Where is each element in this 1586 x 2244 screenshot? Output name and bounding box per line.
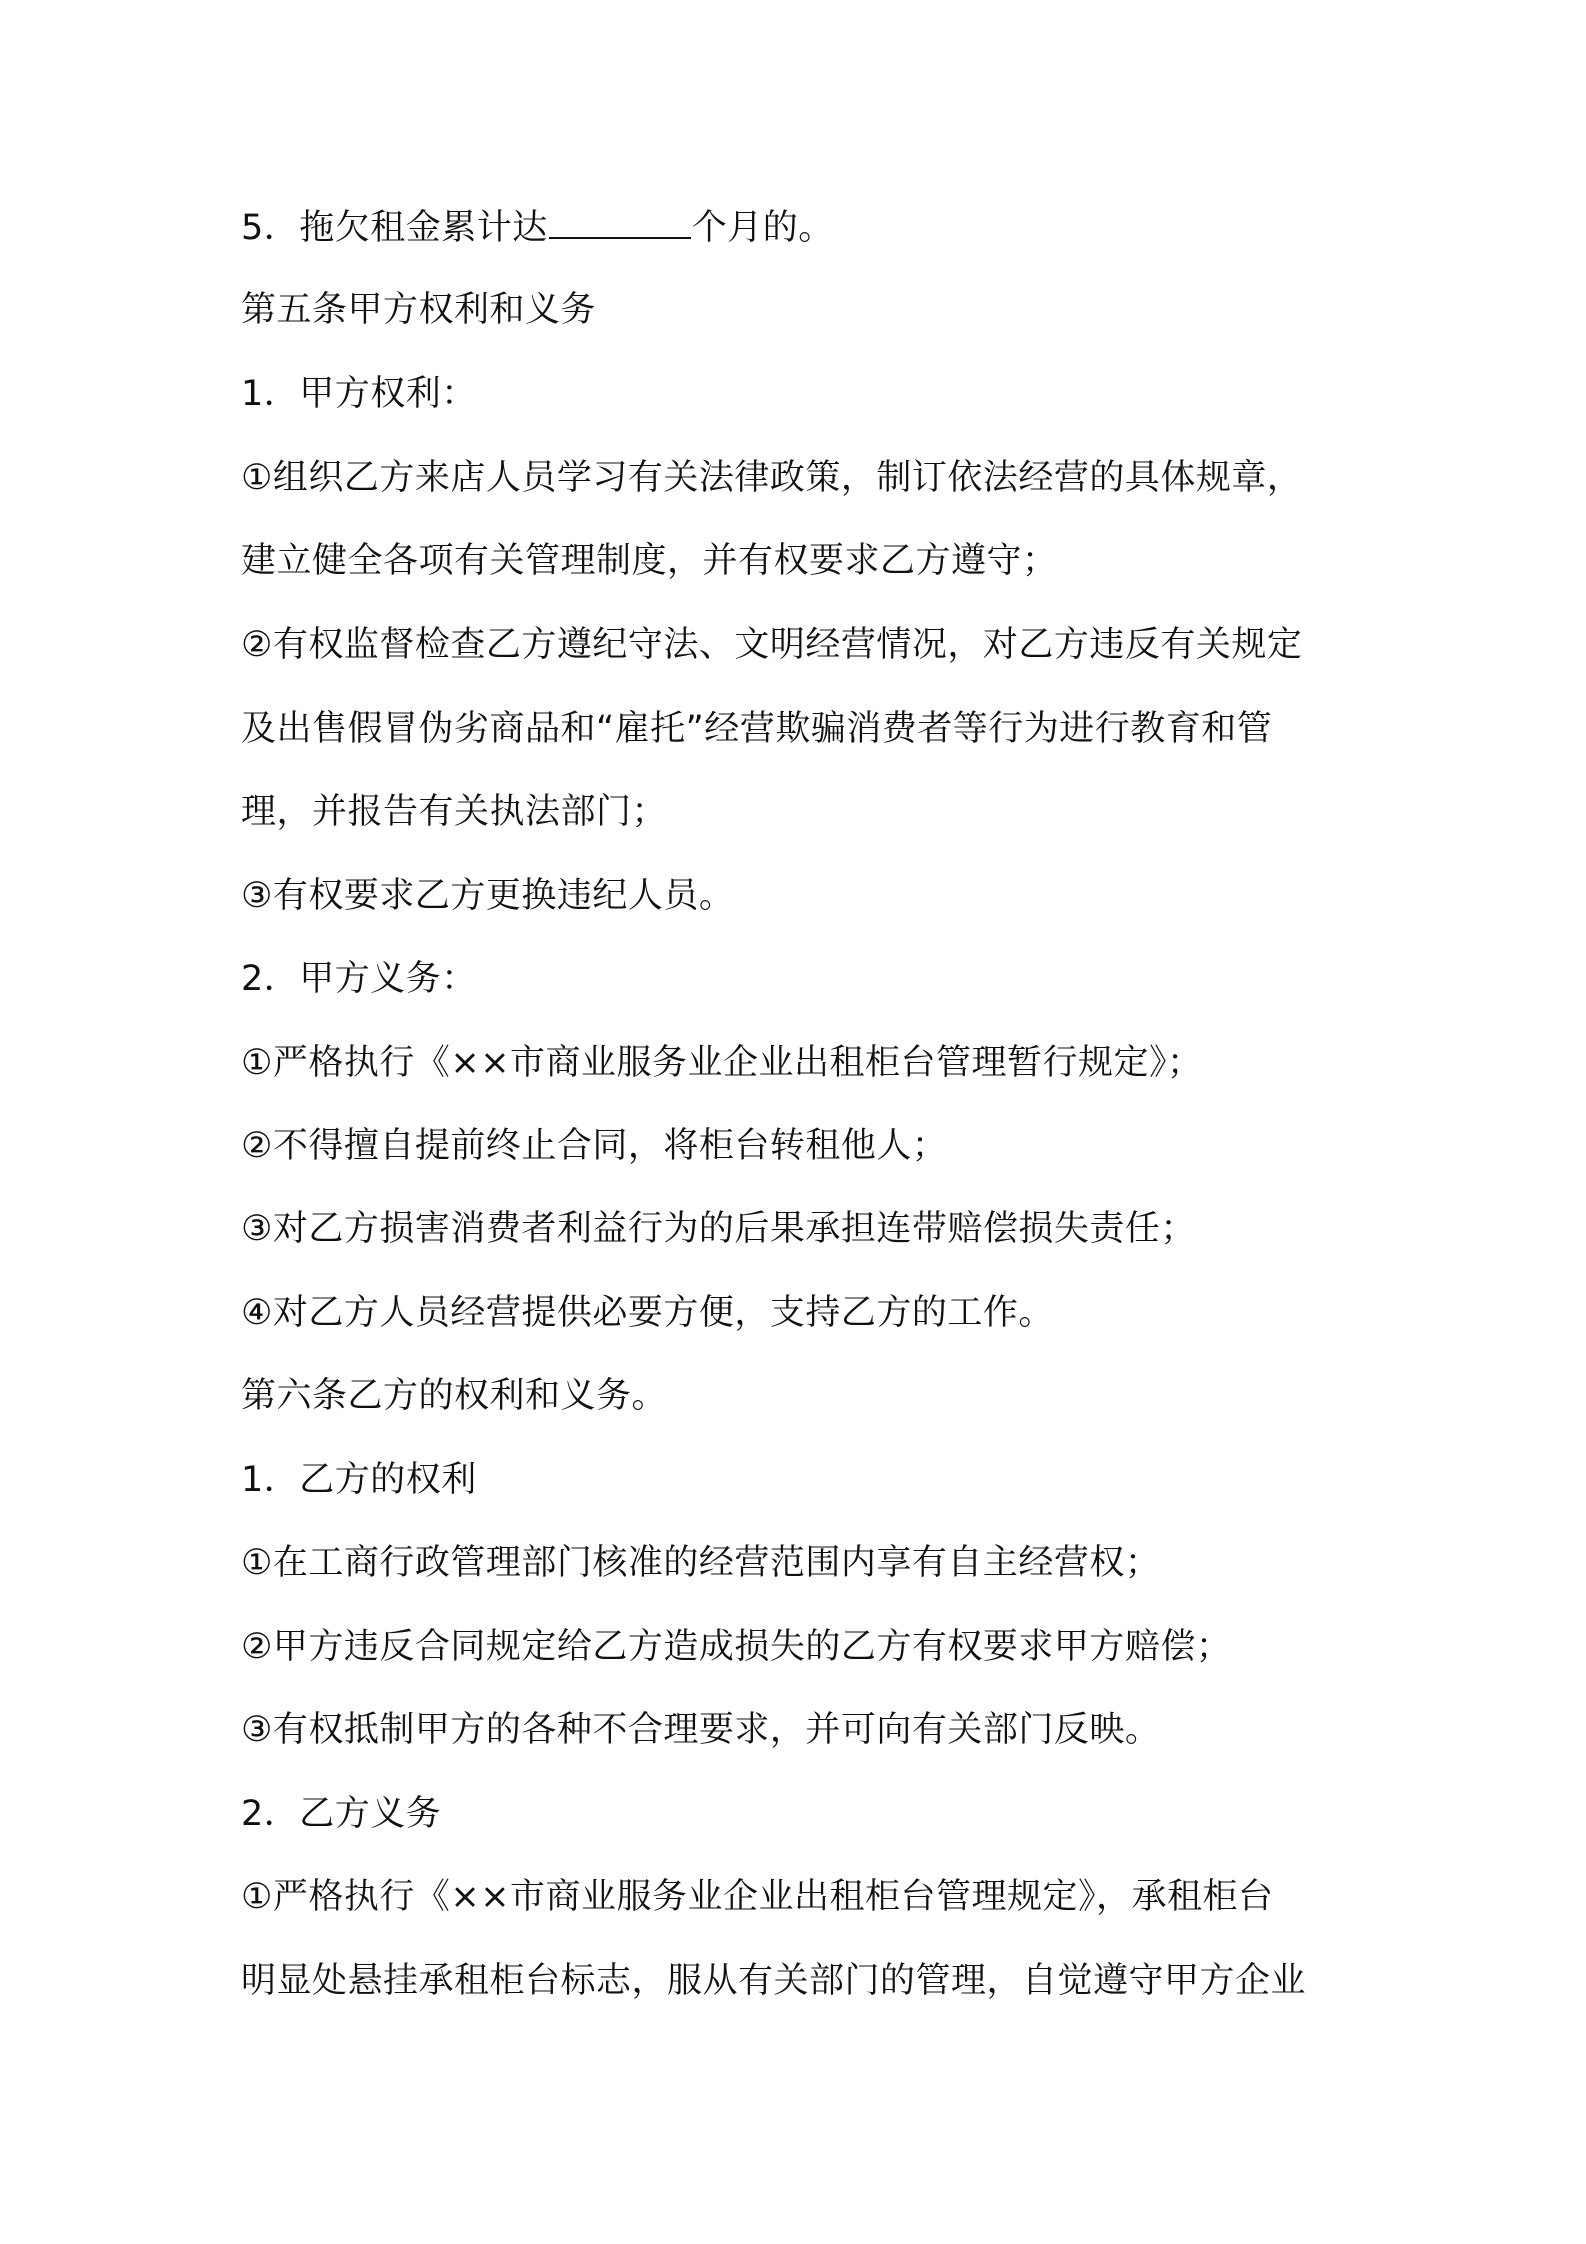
paragraph-line: ④对乙方人员经营提供必要方便，支持乙方的工作。: [241, 1293, 1054, 1333]
paragraph-line: 及出售假冒伪劣商品和“雇托”经营欺骗消费者等行为进行教育和管: [241, 709, 1273, 749]
paragraph-line: ①严格执行《××市商业服务业企业出租柜台管理暂行规定》；: [241, 1043, 1203, 1083]
paragraph-line: ③有权抵制甲方的各种不合理要求，并可向有关部门反映。: [241, 1710, 1161, 1750]
paragraph-line: 理，并报告有关执法部门；: [241, 792, 668, 832]
party-b-rights-heading: 1．乙方的权利: [241, 1460, 477, 1500]
paragraph-line: ①在工商行政管理部门核准的经营范围内享有自主经营权；: [241, 1543, 1161, 1583]
paragraph-line: ①严格执行《××市商业服务业企业出租柜台管理规定》，承租柜台: [241, 1877, 1274, 1917]
paragraph-line: ①组织乙方来店人员学习有关法律政策，制订依法经营的具体规章，: [241, 458, 1303, 498]
clause-item-5-rent-arrears: [241, 206, 834, 250]
clause-text: 5．拖欠租金累计达: [241, 208, 548, 248]
paragraph-line: 明显处悬挂承租柜台标志，服从有关部门的管理，自觉遵守甲方企业: [241, 1961, 1307, 2001]
paragraph-line: ③对乙方损害消费者利益行为的后果承担连带赔偿损失责任；: [241, 1209, 1196, 1249]
paragraph-line: ②不得擅自提前终止合同，将柜台转租他人；: [241, 1126, 948, 1166]
fill-in-blank[interactable]: [549, 207, 691, 239]
paragraph-line: 建立健全各项有关管理制度，并有权要求乙方遵守；: [241, 541, 1058, 581]
paragraph-line: ③有权要求乙方更换违纪人员。: [241, 876, 735, 916]
article-6-heading: 第六条乙方的权利和义务。: [241, 1376, 668, 1416]
clause-text: 个月的。: [691, 208, 834, 248]
party-a-duties-heading: 2．甲方义务：: [241, 959, 477, 999]
party-a-rights-heading: 1．甲方权利：: [241, 374, 477, 414]
paragraph-line: ②甲方违反合同规定给乙方造成损失的乙方有权要求甲方赔偿；: [241, 1627, 1232, 1667]
article-5-heading: 第五条甲方权利和义务: [241, 290, 597, 330]
paragraph-line: ②有权监督检查乙方遵纪守法、文明经营情况，对乙方违反有关规定: [241, 625, 1303, 665]
party-b-duties-heading: 2．乙方义务: [241, 1794, 442, 1834]
